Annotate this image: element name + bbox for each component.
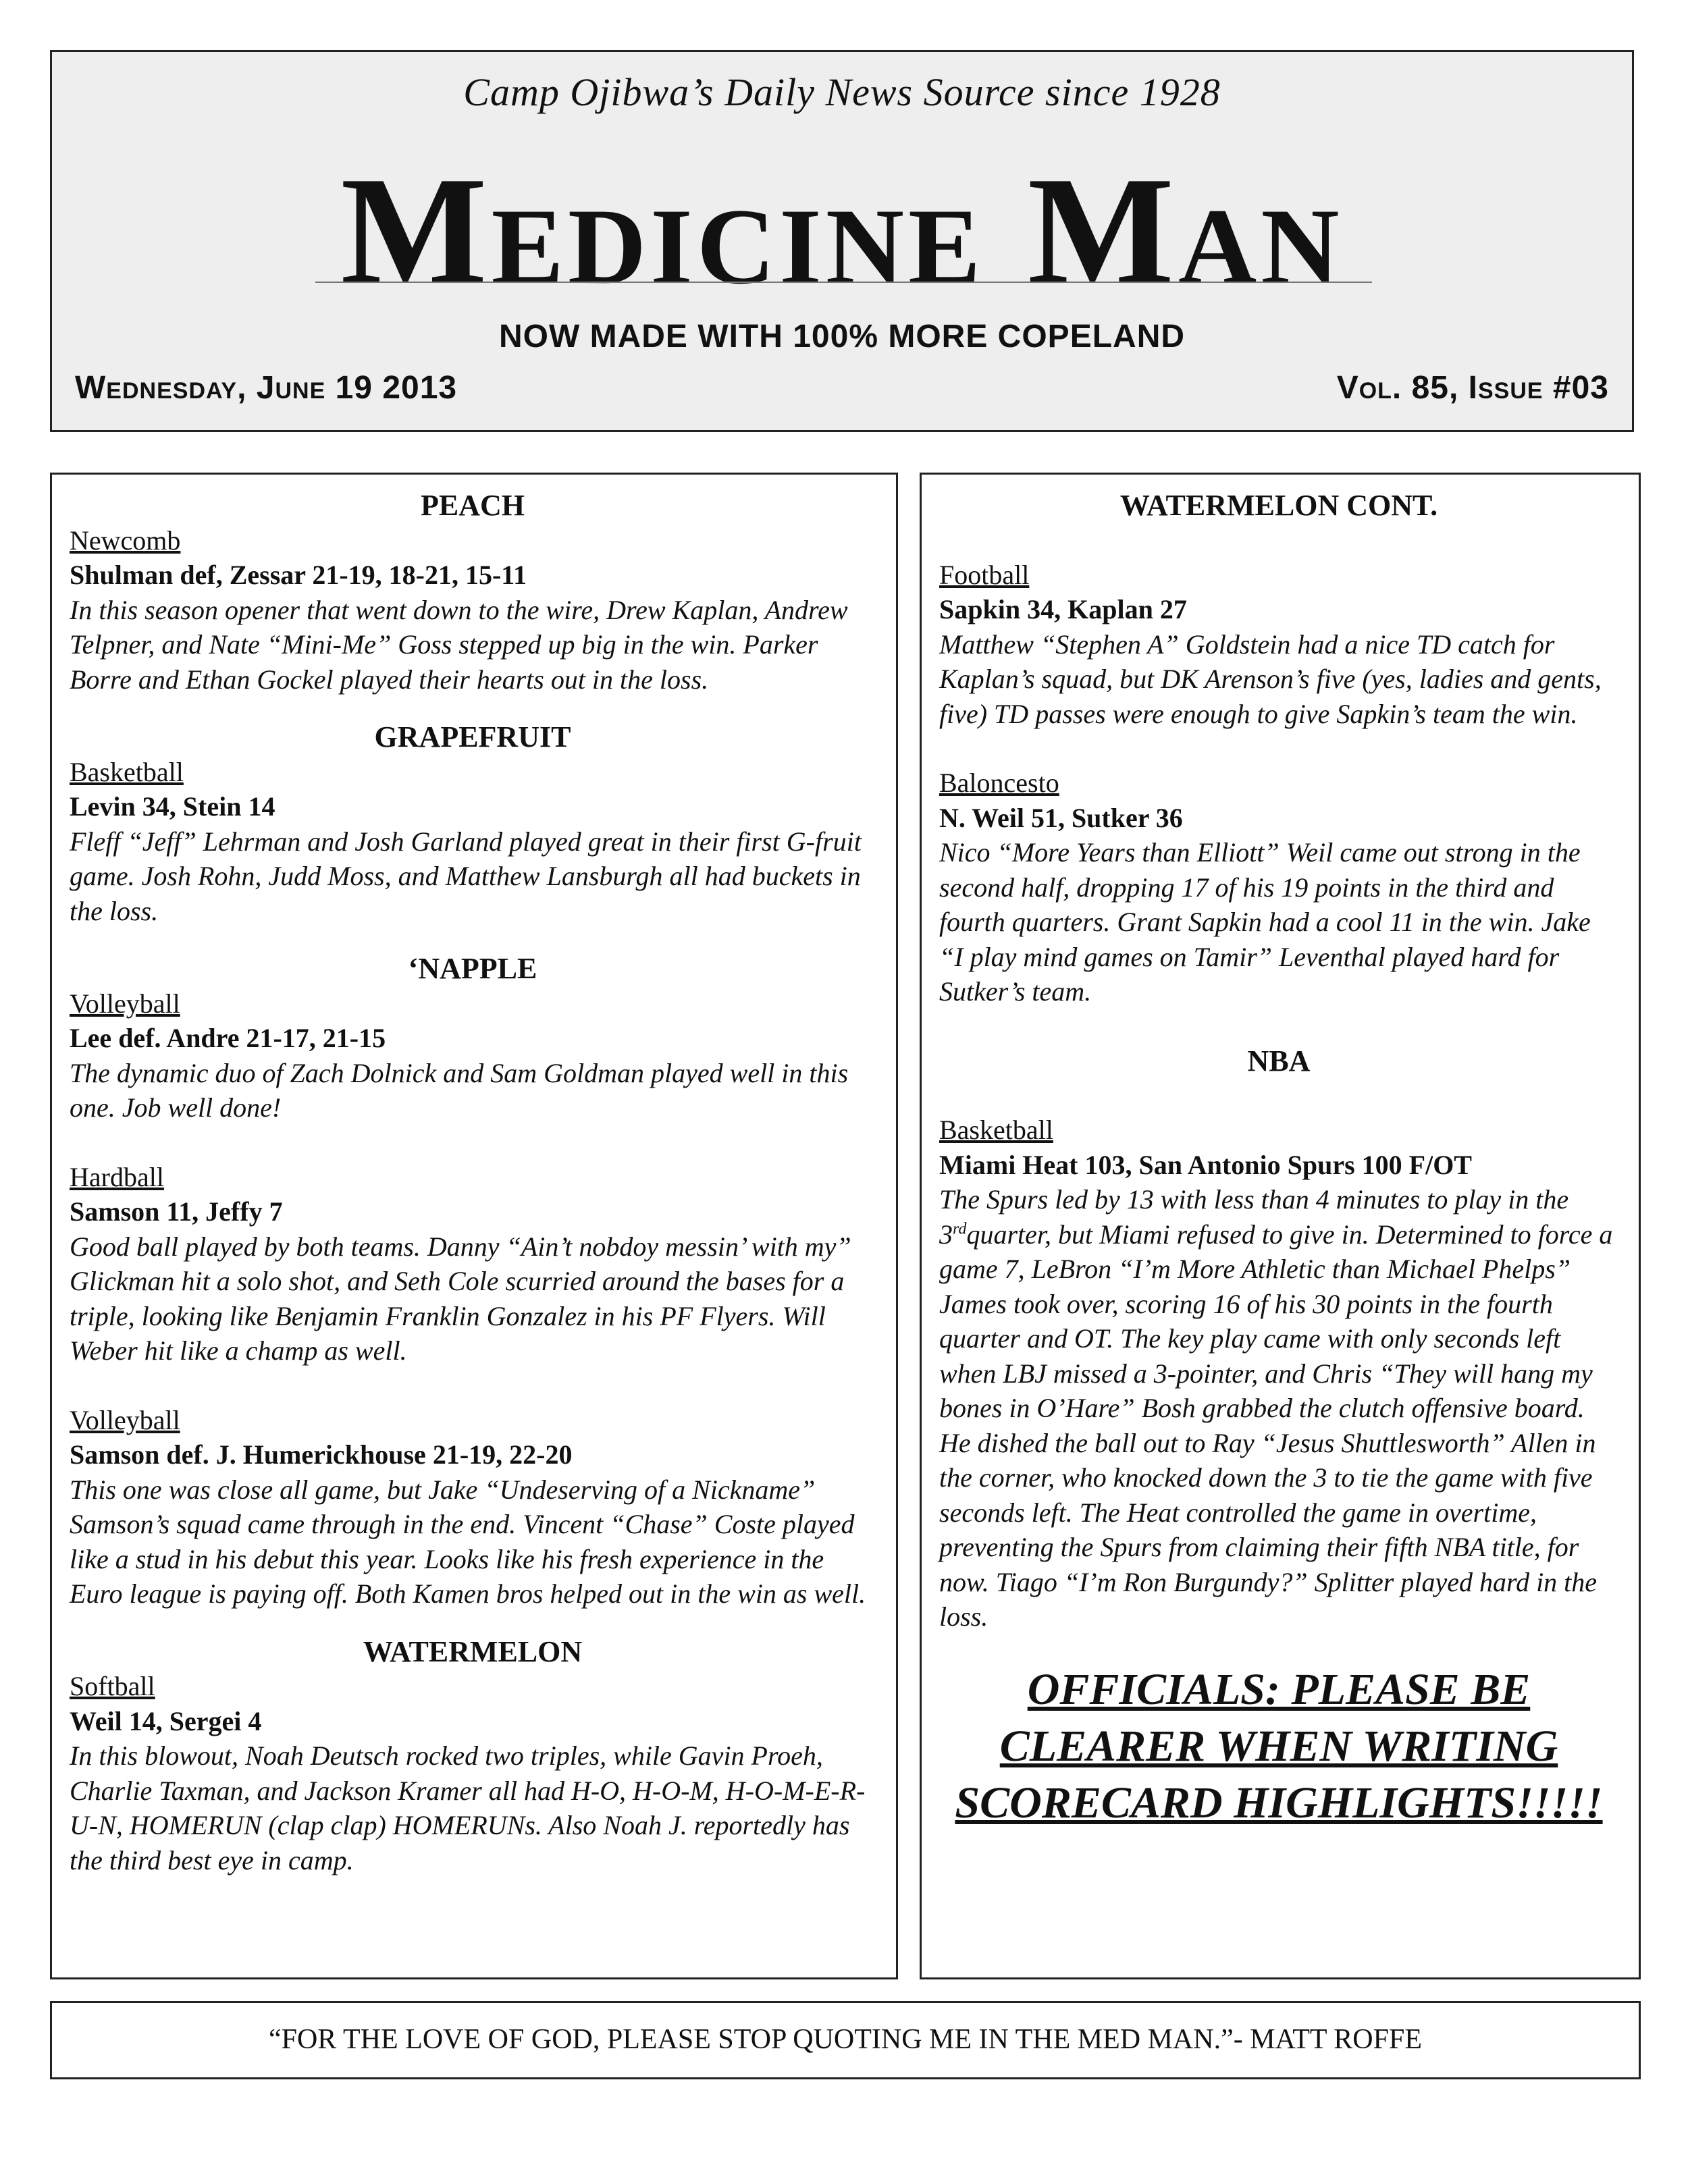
game-summary: In this blowout, Noah Deutsch rocked two triples, while Gavin Proeh, Charlie Taxman, and Jackson Kramer all had H-O, H-O-M, H-O-M-E-R-U-N, HOMERUN (clap clap) HOMERUNs. Also Noah J. reportedly has the third best eye in camp. bbox=[70, 1740, 866, 1875]
footer-quote: “FOR THE LOVE OF GOD, PLEASE STOP QUOTING ME IN THE MED MAN.”- MATT ROFFE bbox=[50, 2001, 1641, 2079]
game-summary: In this season opener that went down to the wire, Drew Kaplan, Andrew Telpner, and Nate “Mini-Me” Goss stepped up big in the win. Parker Borre and Ethan Gockel played their hearts out in the loss. bbox=[70, 594, 848, 695]
summary-text-end: quarter, but Miami refused to give in. Determined to force a game 7, LeBron “I’m More Athletic than Michael Phelps” James took over, scoring 16 of his 30 points in the fourth quarter and OT. The key play came with only seconds left when LBJ missed a 3-pointer, and Chris “They will hang my bones in O’Hare” Bosh grabbed the clutch offensive board. He dished the ball out to Ray “Jesus Shuttlesworth” Allen in the corner, who knocked down the 3 to tie the game with five seconds left. The Heat controlled the game in overtime, preventing the Spurs from claiming their fifth NBA title, for now. Tiago “I’m Ron Burgundy?” Splitter played hard in the loss. bbox=[939, 1219, 1613, 1632]
sport-label: Basketball bbox=[70, 756, 184, 787]
issue-date: Wednesday, June 19 2013 bbox=[75, 370, 458, 406]
tagline: Camp Ojibwa’s Daily News Source since 1928 bbox=[463, 70, 1221, 114]
newspaper-title: Medicine Man bbox=[340, 144, 1344, 317]
section-heading-peach: PEACH bbox=[421, 489, 525, 522]
score-line: Sapkin 34, Kaplan 27 bbox=[939, 594, 1187, 624]
sport-label: Softball bbox=[70, 1671, 155, 1701]
issue-volume: Vol. 85, Issue #03 bbox=[1336, 370, 1609, 406]
masthead bbox=[50, 50, 1634, 432]
section-heading-watermelon: WATERMELON bbox=[363, 1634, 583, 1668]
section-heading-napple: ‘NAPPLE bbox=[408, 952, 537, 985]
score-line: Samson 11, Jeffy 7 bbox=[70, 1196, 283, 1227]
sport-label: Basketball bbox=[939, 1115, 1053, 1145]
score-line: Lee def. Andre 21-17, 21-15 bbox=[70, 1023, 386, 1053]
game-summary: Nico “More Years than Elliott” Weil came out strong in the second half, dropping 17 of his 19 points in the third and fourth quarters. Grant Sapkin had a cool 11 in the win. Jake “I play mind games on Tamir” Leventhal played hard for Sutker’s team. bbox=[939, 837, 1591, 1007]
score-line: Weil 14, Sergei 4 bbox=[70, 1705, 262, 1736]
game-summary: The dynamic duo of Zach Dolnick and Sam Goldman played well in this one. Job well done! bbox=[70, 1057, 849, 1123]
score-line: N. Weil 51, Sutker 36 bbox=[939, 802, 1183, 833]
title-divider bbox=[315, 282, 1372, 283]
section-heading-nba: NBA bbox=[1247, 1044, 1311, 1077]
sport-label: Baloncesto bbox=[939, 768, 1059, 798]
summary-text-start: The Spurs led by 13 with less than 4 minutes to play in the 3 bbox=[939, 1184, 1569, 1250]
sport-label: Newcomb bbox=[70, 525, 181, 556]
score-line: Samson def. J. Humerickhouse 21-19, 22-20 bbox=[70, 1439, 573, 1470]
section-heading-watermelon-cont: WATERMELON CONT. bbox=[1119, 489, 1438, 522]
section-heading-grapefruit: GRAPEFRUIT bbox=[374, 720, 571, 753]
sport-label: Football bbox=[939, 559, 1030, 590]
score-line: Miami Heat 103, San Antonio Spurs 100 F/OT bbox=[939, 1149, 1472, 1180]
sport-label: Volleyball bbox=[70, 988, 180, 1019]
sport-label: Hardball bbox=[70, 1161, 164, 1192]
game-summary bbox=[939, 1182, 1618, 1634]
game-summary: Fleff “Jeff” Lehrman and Josh Garland played great in their first G-fruit game. Josh Rohn, Judd Moss, and Matthew Lansburgh all had buckets in the loss. bbox=[70, 826, 862, 926]
ordinal-suffix: rd bbox=[953, 1220, 967, 1238]
score-line: Shulman def, Zessar 21-19, 18-21, 15-11 bbox=[70, 560, 527, 590]
score-line: Levin 34, Stein 14 bbox=[70, 791, 275, 822]
right-column bbox=[920, 473, 1641, 1979]
officials-notice: OFFICIALS: PLEASE BE CLEARER WHEN WRITING SCORECARD HIGHLIGHTS!!!!! bbox=[955, 1664, 1603, 1828]
sport-label: Volleyball bbox=[70, 1404, 180, 1435]
left-column bbox=[50, 473, 898, 1979]
game-summary: This one was close all game, but Jake “Undeserving of a Nickname” Samson’s squad came through in the end. Vincent “Chase” Coste played like a stud in his debut this year. Looks like his fresh experience in the Euro league is paying off. Both Kamen bros helped out in the win as well. bbox=[70, 1474, 866, 1609]
subtitle: NOW MADE WITH 100% MORE COPELAND bbox=[498, 319, 1186, 354]
game-summary: Matthew “Stephen A” Goldstein had a nice TD catch for Kaplan’s squad, but DK Arenson’s five (yes, ladies and gents, five) TD passes were enough to give Sapkin’s team the win. bbox=[939, 629, 1602, 729]
game-summary: Good ball played by both teams. Danny “Ain’t nobdoy messin’ with my” Glickman hit a solo shot, and Seth Cole scurried around the bases for a triple, looking like Benjamin Franklin Gonzalez in his PF Flyers. Will Weber hit like a champ as well. bbox=[70, 1231, 851, 1366]
